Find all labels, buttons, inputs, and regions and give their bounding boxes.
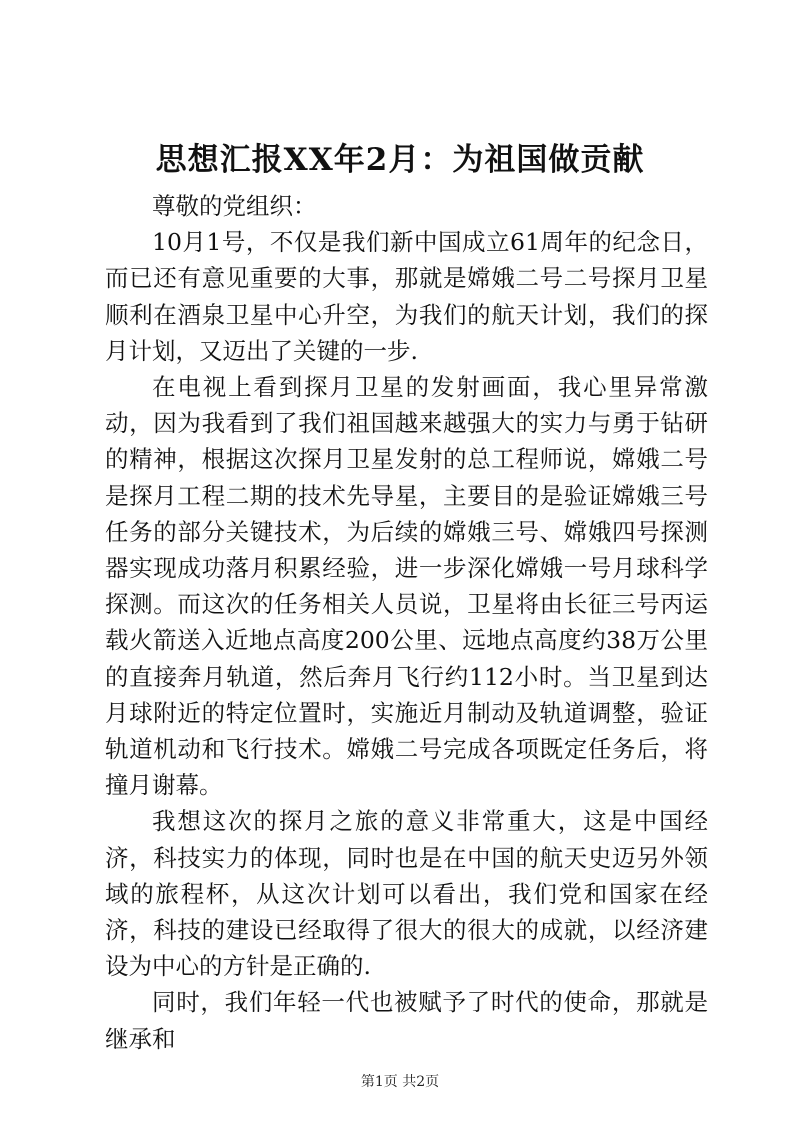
paragraph-4: 同时，我们年轻一代也被赋予了时代的使命，那就是继承和 <box>105 988 708 1053</box>
document-title: 思想汇报XX年2月：为祖国做贡献 <box>155 142 645 178</box>
paragraph-1: 10月1号，不仅是我们新中国成立61周年的纪念日，而已还有意见重要的大事，那就是嫦娥二号二号探月卫星顺利在酒泉卫星中心升空，为我们的航天计划，我们的探月计划，又迈出了关键的一步. <box>105 228 708 365</box>
document-body <box>105 188 708 1057</box>
paragraph-3: 我想这次的探月之旅的意义非常重大，这是中国经济，科技实力的体现，同时也是在中国的航天史迈另外领域的旅程杯，从这次计划可以看出，我们党和国家在经济，科技的建设已经取得了很大的很大的成就，以经济建设为中心的方针是正确的. <box>105 807 708 981</box>
page-indicator: 第1页 共2页 <box>360 1074 440 1090</box>
salutation: 尊敬的党组织： <box>152 192 317 220</box>
paragraph-2: 在电视上看到探月卫星的发射画面，我心里异常激动，因为我看到了我们祖国越来越强大的实力与勇于钻研的精神，根据这次探月卫星发射的总工程师说，嫦娥二号是探月工程二期的技术先导星，主要目的是验证嫦娥三号任务的部分关键技术，为后续的嫦娥三号、嫦娥四号探测器实现成功落月积累经验，进一步深化嫦娥一号月球科学探测。而这次的任务相关人员说，卫星将由长征三号丙运载火箭送入近地点高度200公里、远地点高度约38万公里的直接奔月轨道，然后奔月飞行约112小时。当卫星到达月球附近的特定位置时，实施近月制动及轨道调整，验证轨道机动和飞行技术。嫦娥二号完成各项既定任务后，将撞月谢幕。 <box>105 373 708 800</box>
